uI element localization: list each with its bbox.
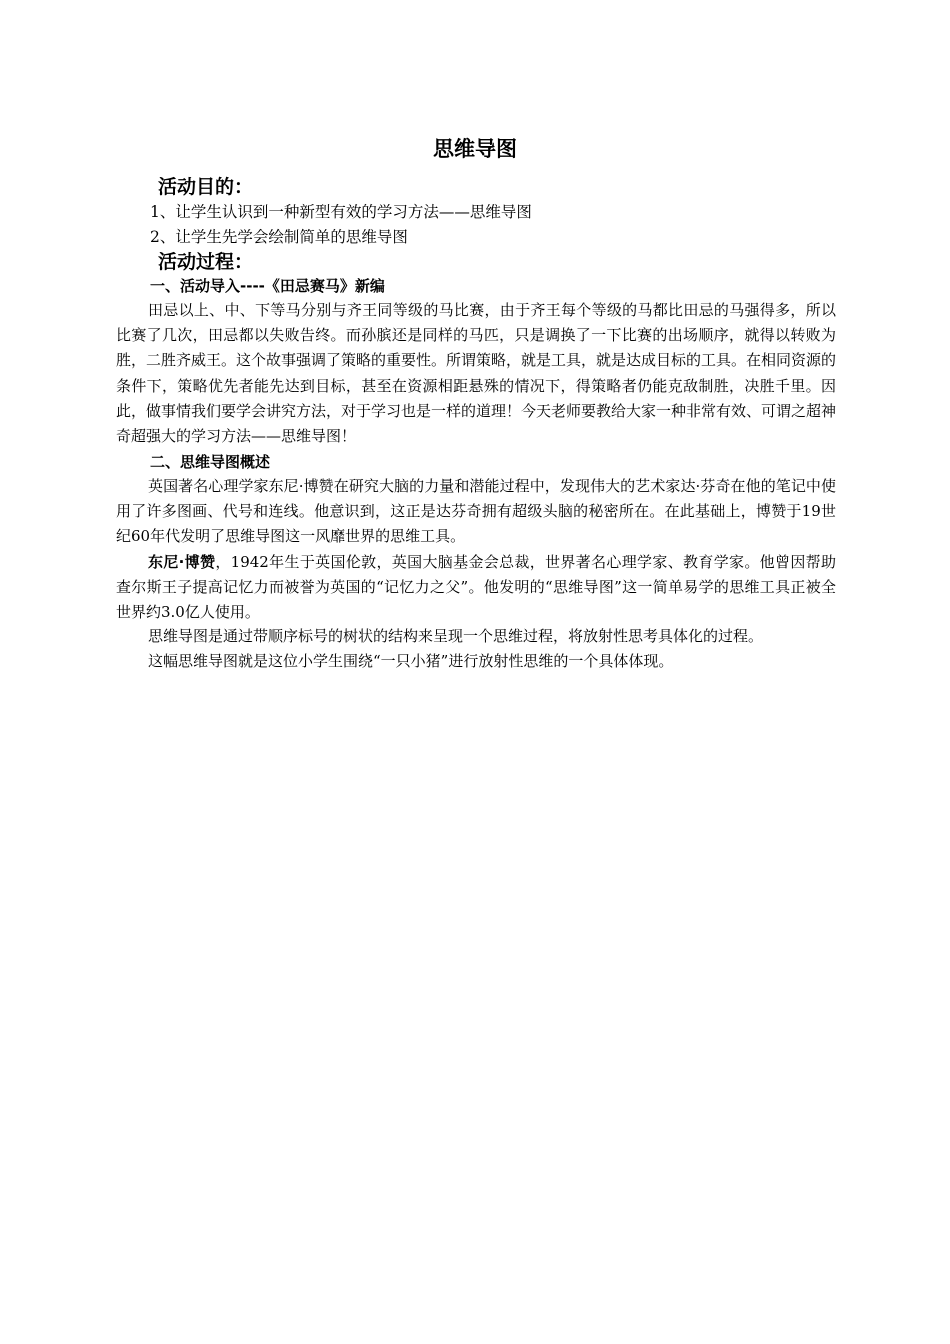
section2-paragraph-4: 这幅思维导图就是这位小学生围绕“一只小猪”进行放射性思维的一个具体体现。 — [148, 652, 674, 670]
section2-paragraph-1: 英国著名心理学家东尼·博赞在研究大脑的力量和潜能过程中，发现伟大的艺术家达·芬奇在他的笔记中使用了许多图画、代号和连线。他意识到，这正是达芬奇拥有超级头脑的秘密所在。在此基础上，博赞于19世纪60年代发明了思维导图这一风靡世界的思维工具。 — [116, 477, 836, 546]
person-name: 东尼·博赞 — [148, 553, 216, 571]
section2-heading: 二、思维导图概述 — [150, 453, 271, 471]
section2-paragraph-2 — [116, 550, 836, 626]
goal-item-2: 2、让学生先学会绘制简单的思维导图 — [150, 228, 408, 246]
section2-paragraph-3: 思维导图是通过带顺序标号的树状的结构来呈现一个思维过程，将放射性思考具体化的过程。 — [148, 627, 764, 645]
goals-heading: 活动目的： — [158, 176, 254, 198]
section2-paragraph-2-text: ，1942年生于英国伦敦，英国大脑基金会总裁，世界著名心理学家、教育学家。他曾因帮助查尔斯王子提高记忆力而被誉为英国的“记忆力之父”。他发明的“思维导图”这一简单易学的思维工具正被全世界约3.0亿人使用。 — [116, 553, 836, 622]
page-title: 思维导图 — [433, 137, 517, 161]
section1-paragraph: 田忌以上、中、下等马分别与齐王同等级的马比赛，由于齐王每个等级的马都比田忌的马强得多，所以比赛了几次，田忌都以失败告终。而孙膑还是同样的马匹，只是调换了一下比赛的出场顺序，就得以转败为胜，二胜齐威王。这个故事强调了策略的重要性。所谓策略，就是工具，就是达成目标的工具。在相同资源的条件下，策略优先者能先达到目标，甚至在资源相距悬殊的情况下，得策略者仍能克敌制胜，决胜千里。因此，做事情我们要学会讲究方法，对于学习也是一样的道理！今天老师要教给大家一种非常有效、可谓之超神奇超强大的学习方法——思维导图！ — [116, 301, 837, 446]
process-heading: 活动过程： — [158, 251, 254, 273]
section1-heading: 一、活动导入----《田忌赛马》新编 — [150, 277, 385, 295]
goal-item-1: 1、让学生认识到一种新型有效的学习方法——思维导图 — [150, 203, 532, 221]
